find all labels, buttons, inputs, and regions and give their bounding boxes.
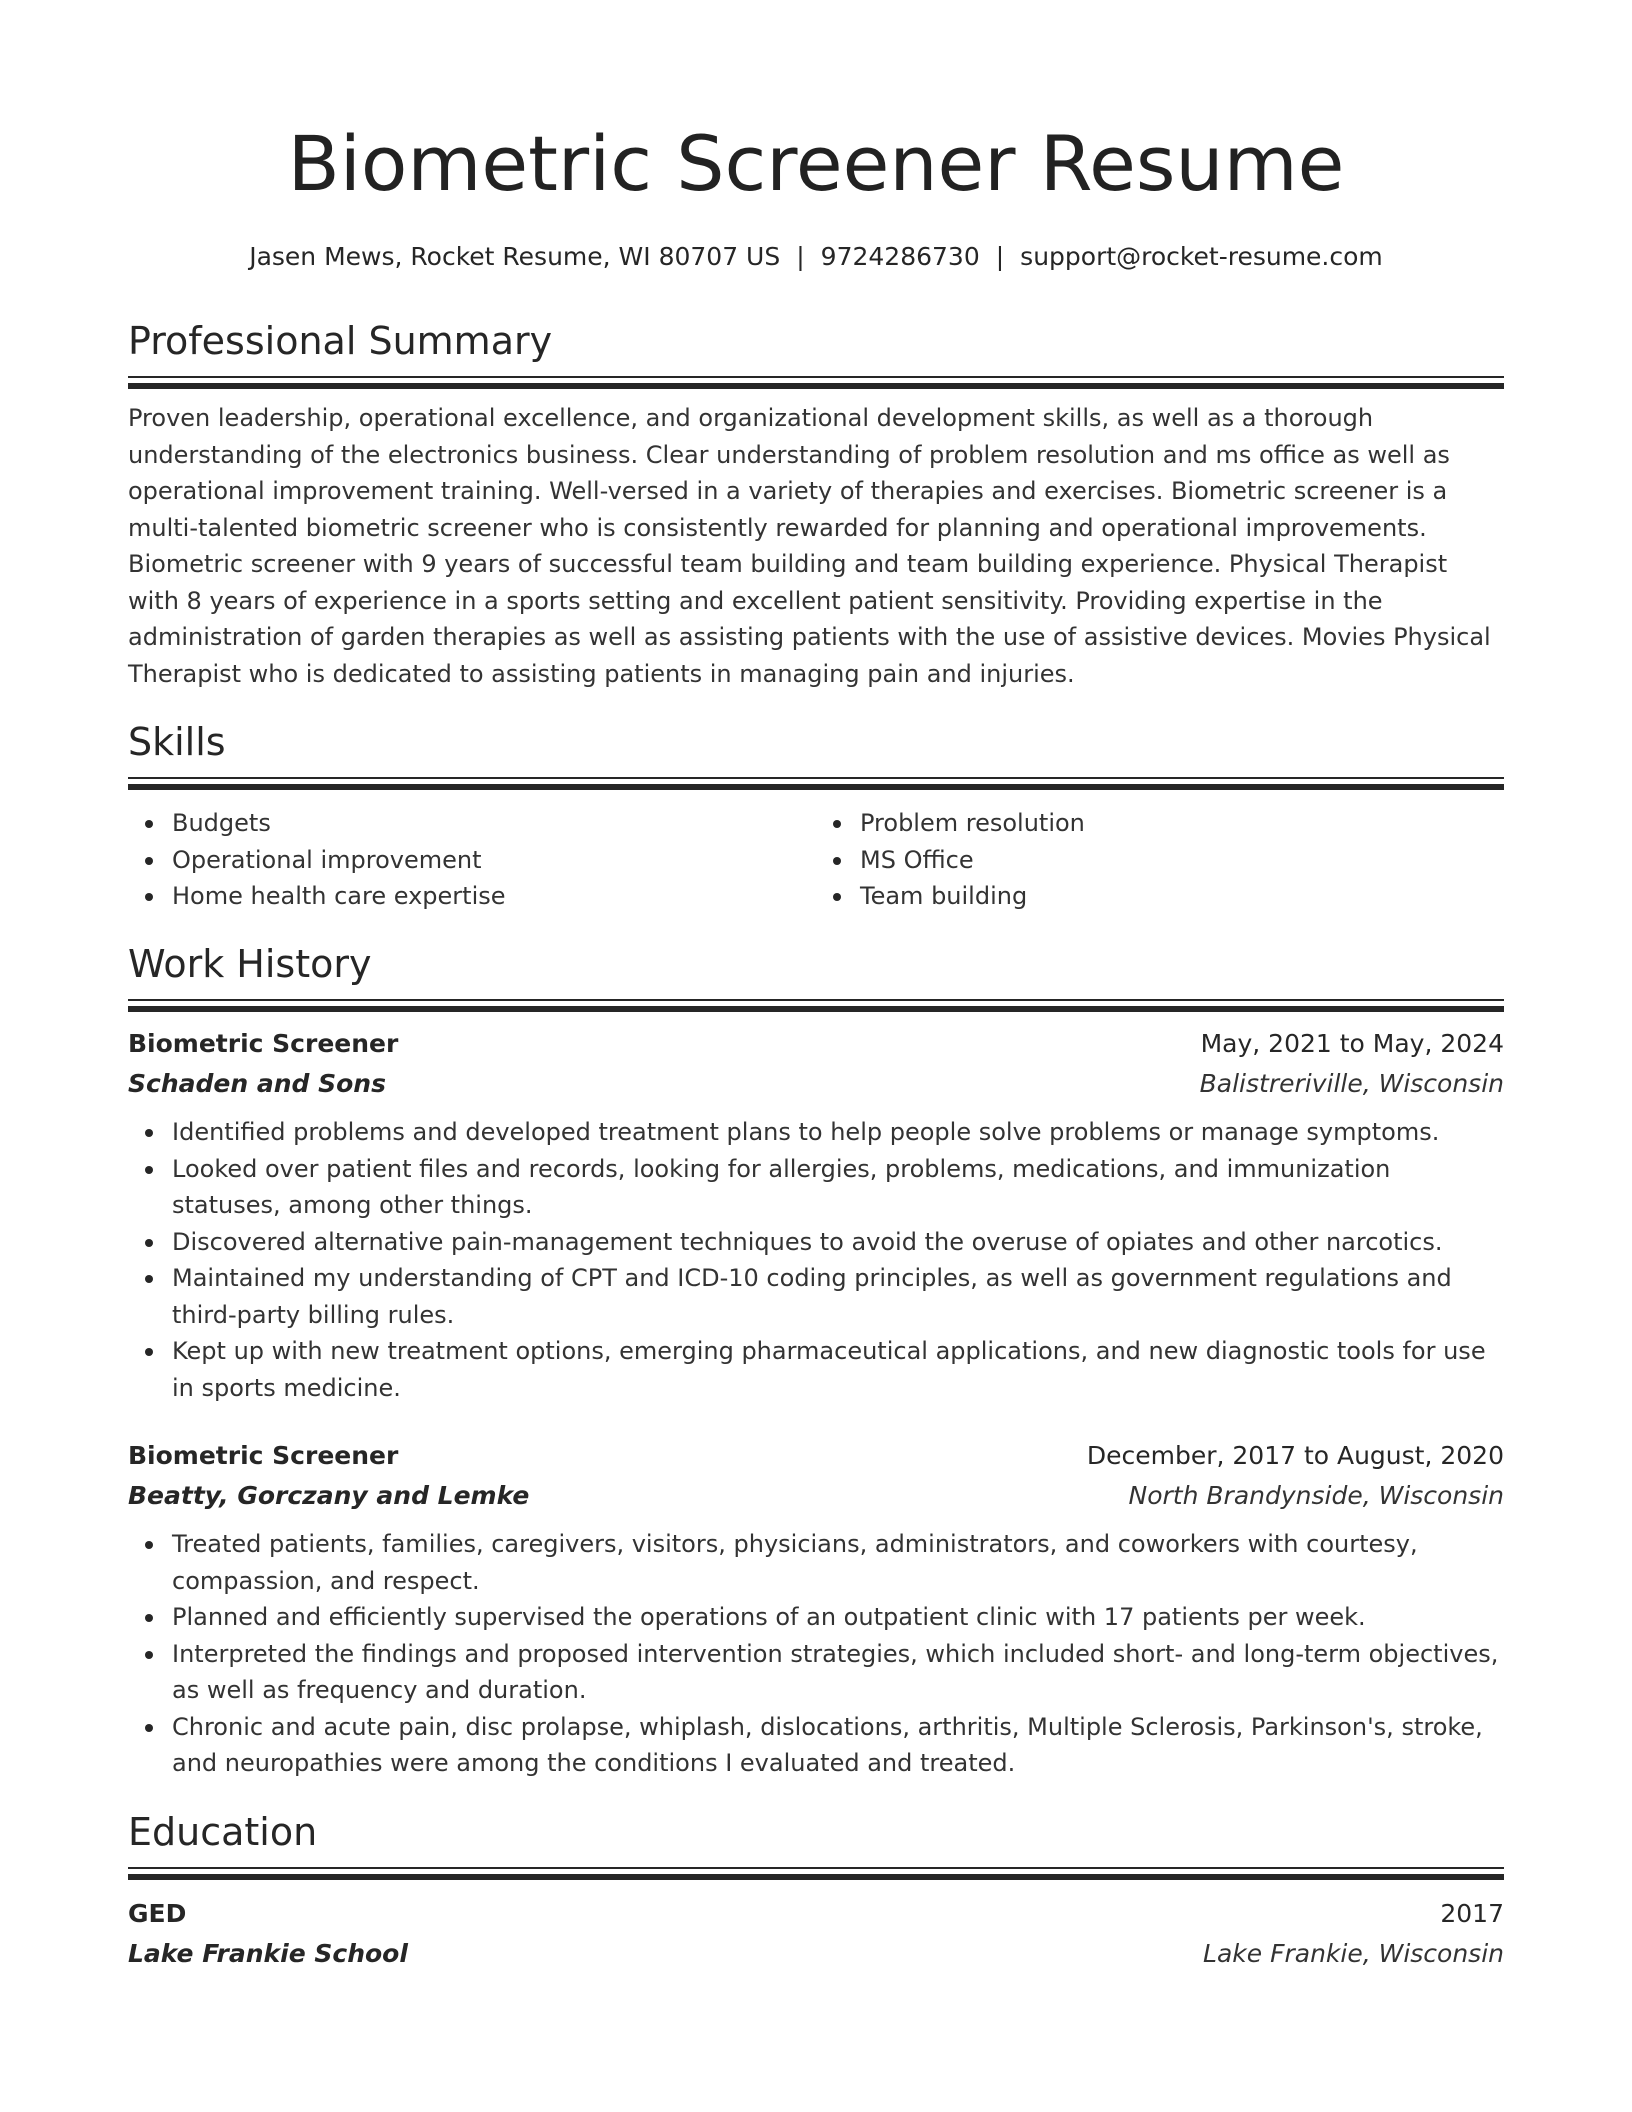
job-company: Beatty, Gorczany and Lemke [128, 1481, 530, 1510]
job-location: Balistreriville, Wisconsin [1199, 1069, 1504, 1098]
skills-column-right [816, 805, 1504, 915]
education-school-row [128, 1934, 1504, 1974]
job-dates: December, 2017 to August, 2020 [1086, 1441, 1504, 1470]
job-entry [128, 1436, 1504, 1782]
job-bullet: Discovered alternative pain-management techniques to avoid the overuse of opiates and other narcotics. [172, 1224, 1504, 1261]
job-entry [128, 1024, 1504, 1406]
summary-section [128, 318, 1504, 692]
resume-title: Biometric Screener Resume [287, 119, 1345, 208]
section-title-education: Education [128, 1810, 318, 1854]
education-location: Lake Frankie, Wisconsin [1203, 1939, 1504, 1968]
job-bullet: Interpreted the findings and proposed intervention strategies, which included short- and long-term objectives, as well as frequency and duration. [172, 1636, 1504, 1709]
summary-text: Proven leadership, operational excellence, and organizational development skills, as well as a thorough understanding of the electronics business. Clear understanding of problem resolution and ms office as well as operational improvement training. Well-versed in a variety of therapies and exercises. Biometric screener is a multi-talented biometric screener who is consistently rewarded for planning and operational improvements. Biometric screener with 9 years of successful team building and team building experience. Physical Therapist with 8 years of experience in a sports setting and excellent patient sensitivity. Providing expertise in the administration of garden therapies as well as assisting patients with the use of assistive devices. Movies Physical Therapist who is dedicated to assisting patients in managing pain and injuries. [128, 404, 1491, 688]
section-title-summary: Professional Summary [128, 319, 553, 363]
section-title-work-history: Work History [128, 942, 372, 986]
job-bullet: Chronic and acute pain, disc prolapse, whiplash, dislocations, arthritis, Multiple Sclerosis, Parkinson's, stroke, and neuropathies were among the conditions I evaluated and treated. [172, 1709, 1504, 1782]
job-company-row [128, 1476, 1504, 1516]
skills-section [128, 719, 1504, 915]
job-company-row [128, 1064, 1504, 1104]
education-section [128, 1809, 1504, 1879]
skill-item: Problem resolution [860, 805, 1504, 842]
education-header-row [128, 1894, 1504, 1934]
skill-item: MS Office [860, 842, 1504, 879]
education-degree: GED [128, 1899, 187, 1928]
job-bullets [128, 1114, 1504, 1406]
job-header-row [128, 1436, 1504, 1476]
contact-line [128, 240, 1504, 274]
skill-item: Team building [860, 878, 1504, 915]
job-location: North Brandynside, Wisconsin [1128, 1481, 1504, 1510]
skill-item: Budgets [172, 805, 816, 842]
job-bullet: Maintained my understanding of CPT and ICD-10 coding principles, as well as government regulations and third-party billing rules. [172, 1260, 1504, 1333]
job-dates: May, 2021 to May, 2024 [1200, 1029, 1504, 1058]
section-divider [128, 999, 1504, 1011]
education-school: Lake Frankie School [128, 1939, 408, 1968]
skills-column-left [128, 805, 816, 915]
contact-address: Jasen Mews, Rocket Resume, WI 80707 US [249, 242, 781, 271]
skills-grid [128, 805, 1504, 915]
contact-separator: | [995, 242, 1005, 271]
job-bullet: Treated patients, families, caregivers, visitors, physicians, administrators, and coworkers with courtesy, compassion, and respect. [172, 1526, 1504, 1599]
job-bullets [128, 1526, 1504, 1782]
section-title-skills: Skills [128, 720, 226, 764]
education-year: 2017 [1440, 1899, 1504, 1928]
job-bullet: Identified problems and developed treatment plans to help people solve problems or manage symptoms. [172, 1114, 1504, 1151]
contact-separator: | [796, 242, 805, 271]
section-divider [128, 376, 1504, 388]
work-history-section [128, 941, 1504, 1011]
job-company: Schaden and Sons [128, 1069, 386, 1098]
contact-email: support@rocket-resume.com [1020, 242, 1383, 271]
job-role: Biometric Screener [128, 1441, 399, 1470]
job-role: Biometric Screener [128, 1029, 399, 1058]
skill-item: Operational improvement [172, 842, 816, 879]
job-bullet: Kept up with new treatment options, emerging pharmaceutical applications, and new diagnostic tools for use in sports medicine. [172, 1333, 1504, 1406]
job-header-row [128, 1024, 1504, 1064]
job-bullet: Planned and efficiently supervised the operations of an outpatient clinic with 17 patients per week. [172, 1599, 1504, 1636]
section-divider [128, 777, 1504, 789]
job-bullet: Looked over patient files and records, looking for allergies, problems, medications, and immunization statuses, among other things. [172, 1151, 1504, 1224]
contact-phone: 9724286730 [820, 242, 980, 271]
section-divider [128, 1867, 1504, 1879]
skill-item: Home health care expertise [172, 878, 816, 915]
education-entry [128, 1894, 1504, 1974]
